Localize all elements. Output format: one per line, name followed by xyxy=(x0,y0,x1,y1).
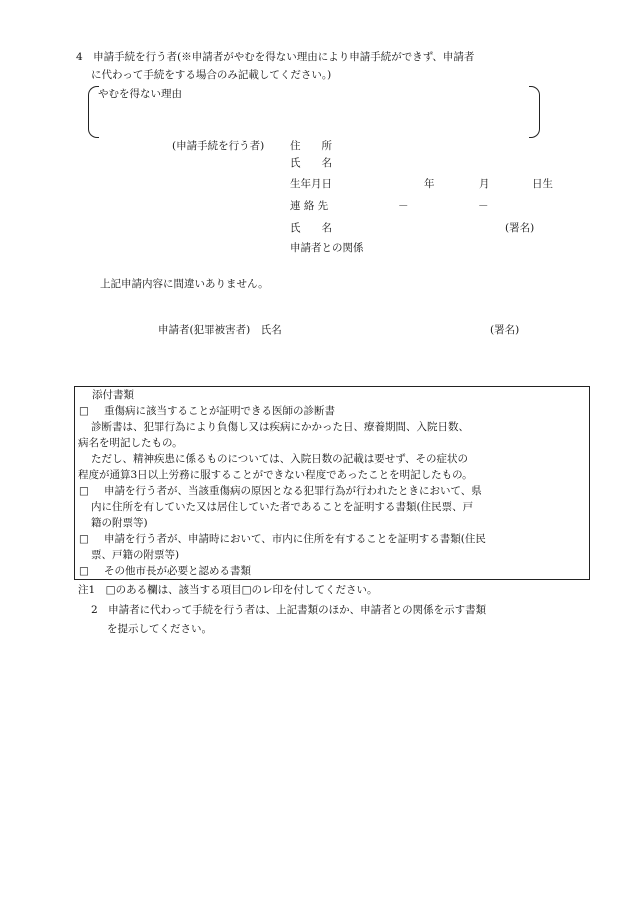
item1-line3: ただし、精神疾患に係るものについては、入院日数の記載は要せず、その症状の xyxy=(91,453,468,465)
note2-line2: を提示してください。 xyxy=(107,623,212,635)
proxy-relationship-label: 申請者との関係 xyxy=(290,242,364,254)
proxy-contact-label: 連 絡 先 xyxy=(290,200,329,212)
proxy-name-label: 氏 名 xyxy=(290,157,332,169)
item4: その他市長が必要と認める書類 xyxy=(104,565,251,577)
dob-day-label: 日生 xyxy=(532,178,553,190)
dob-month-label: 月 xyxy=(479,178,490,190)
proxy-signature-name-label: 氏 名 xyxy=(290,222,332,234)
proxy-dob-label: 生年月日 xyxy=(290,178,332,190)
proxy-role-label: (申請手続を行う者) xyxy=(172,140,265,152)
checkbox-item3[interactable]: □ xyxy=(79,533,89,545)
proxy-signature-note: (署名) xyxy=(505,222,535,234)
section4-line2: に代わって手続をする場合のみ記載してください。) xyxy=(91,69,332,81)
checkbox-item1[interactable]: □ xyxy=(79,405,89,417)
item2-line3: 籍の附票等) xyxy=(91,517,148,529)
reason-bracket-right xyxy=(529,86,540,138)
declaration-statement: 上記申請内容に間違いありません。 xyxy=(100,278,269,290)
item3-line1: 申請を行う者が、申請時において、市内に住所を有することを証明する書類(住民 xyxy=(104,533,486,545)
applicant-signature-note: (署名) xyxy=(490,324,520,336)
dob-year-label: 年 xyxy=(424,178,435,190)
item1-line4: 程度が通算3日以上労務に服することができない程度であったことを明記したもの。 xyxy=(78,469,473,481)
checkbox-item4[interactable]: □ xyxy=(79,565,89,577)
item1-line2: 病名を明記したもの。 xyxy=(78,437,183,449)
contact-dash-2: － xyxy=(478,200,489,212)
note1: 注1 □のある欄は、該当する項目□のレ印を付してください。 xyxy=(78,584,378,596)
item2-line2: 内に住所を有していた又は居住していた者であることを証明する書類(住民票、戸 xyxy=(91,501,474,513)
checkbox-item2[interactable]: □ xyxy=(79,485,89,497)
contact-dash-1: － xyxy=(398,200,409,212)
item3-line2: 票、戸籍の附票等) xyxy=(91,549,180,561)
section4-line1: 4 申請手続を行う者(※申請者がやむを得ない理由により申請手続ができず、申請者 xyxy=(76,51,475,63)
applicant-name-label: 申請者(犯罪被害者) 氏名 xyxy=(158,324,282,336)
proxy-address-label: 住 所 xyxy=(290,140,332,152)
note2-line1: 2 申請者に代わって手続を行う者は、上記書類のほか、申請者との関係を示す書類 xyxy=(91,604,487,616)
attachments-heading: 添付書類 xyxy=(92,389,134,401)
item2-line1: 申請を行う者が、当該重傷病の原因となる犯罪行為が行われたときにおいて、県 xyxy=(104,485,482,497)
item1-line1: 診断書は、犯罪行為により負傷し又は疾病にかかった日、療養期間、入院日数、 xyxy=(91,421,469,433)
item1-title: 重傷病に該当することが証明できる医師の診断書 xyxy=(104,405,335,417)
reason-label: やむを得ない理由 xyxy=(98,88,182,100)
